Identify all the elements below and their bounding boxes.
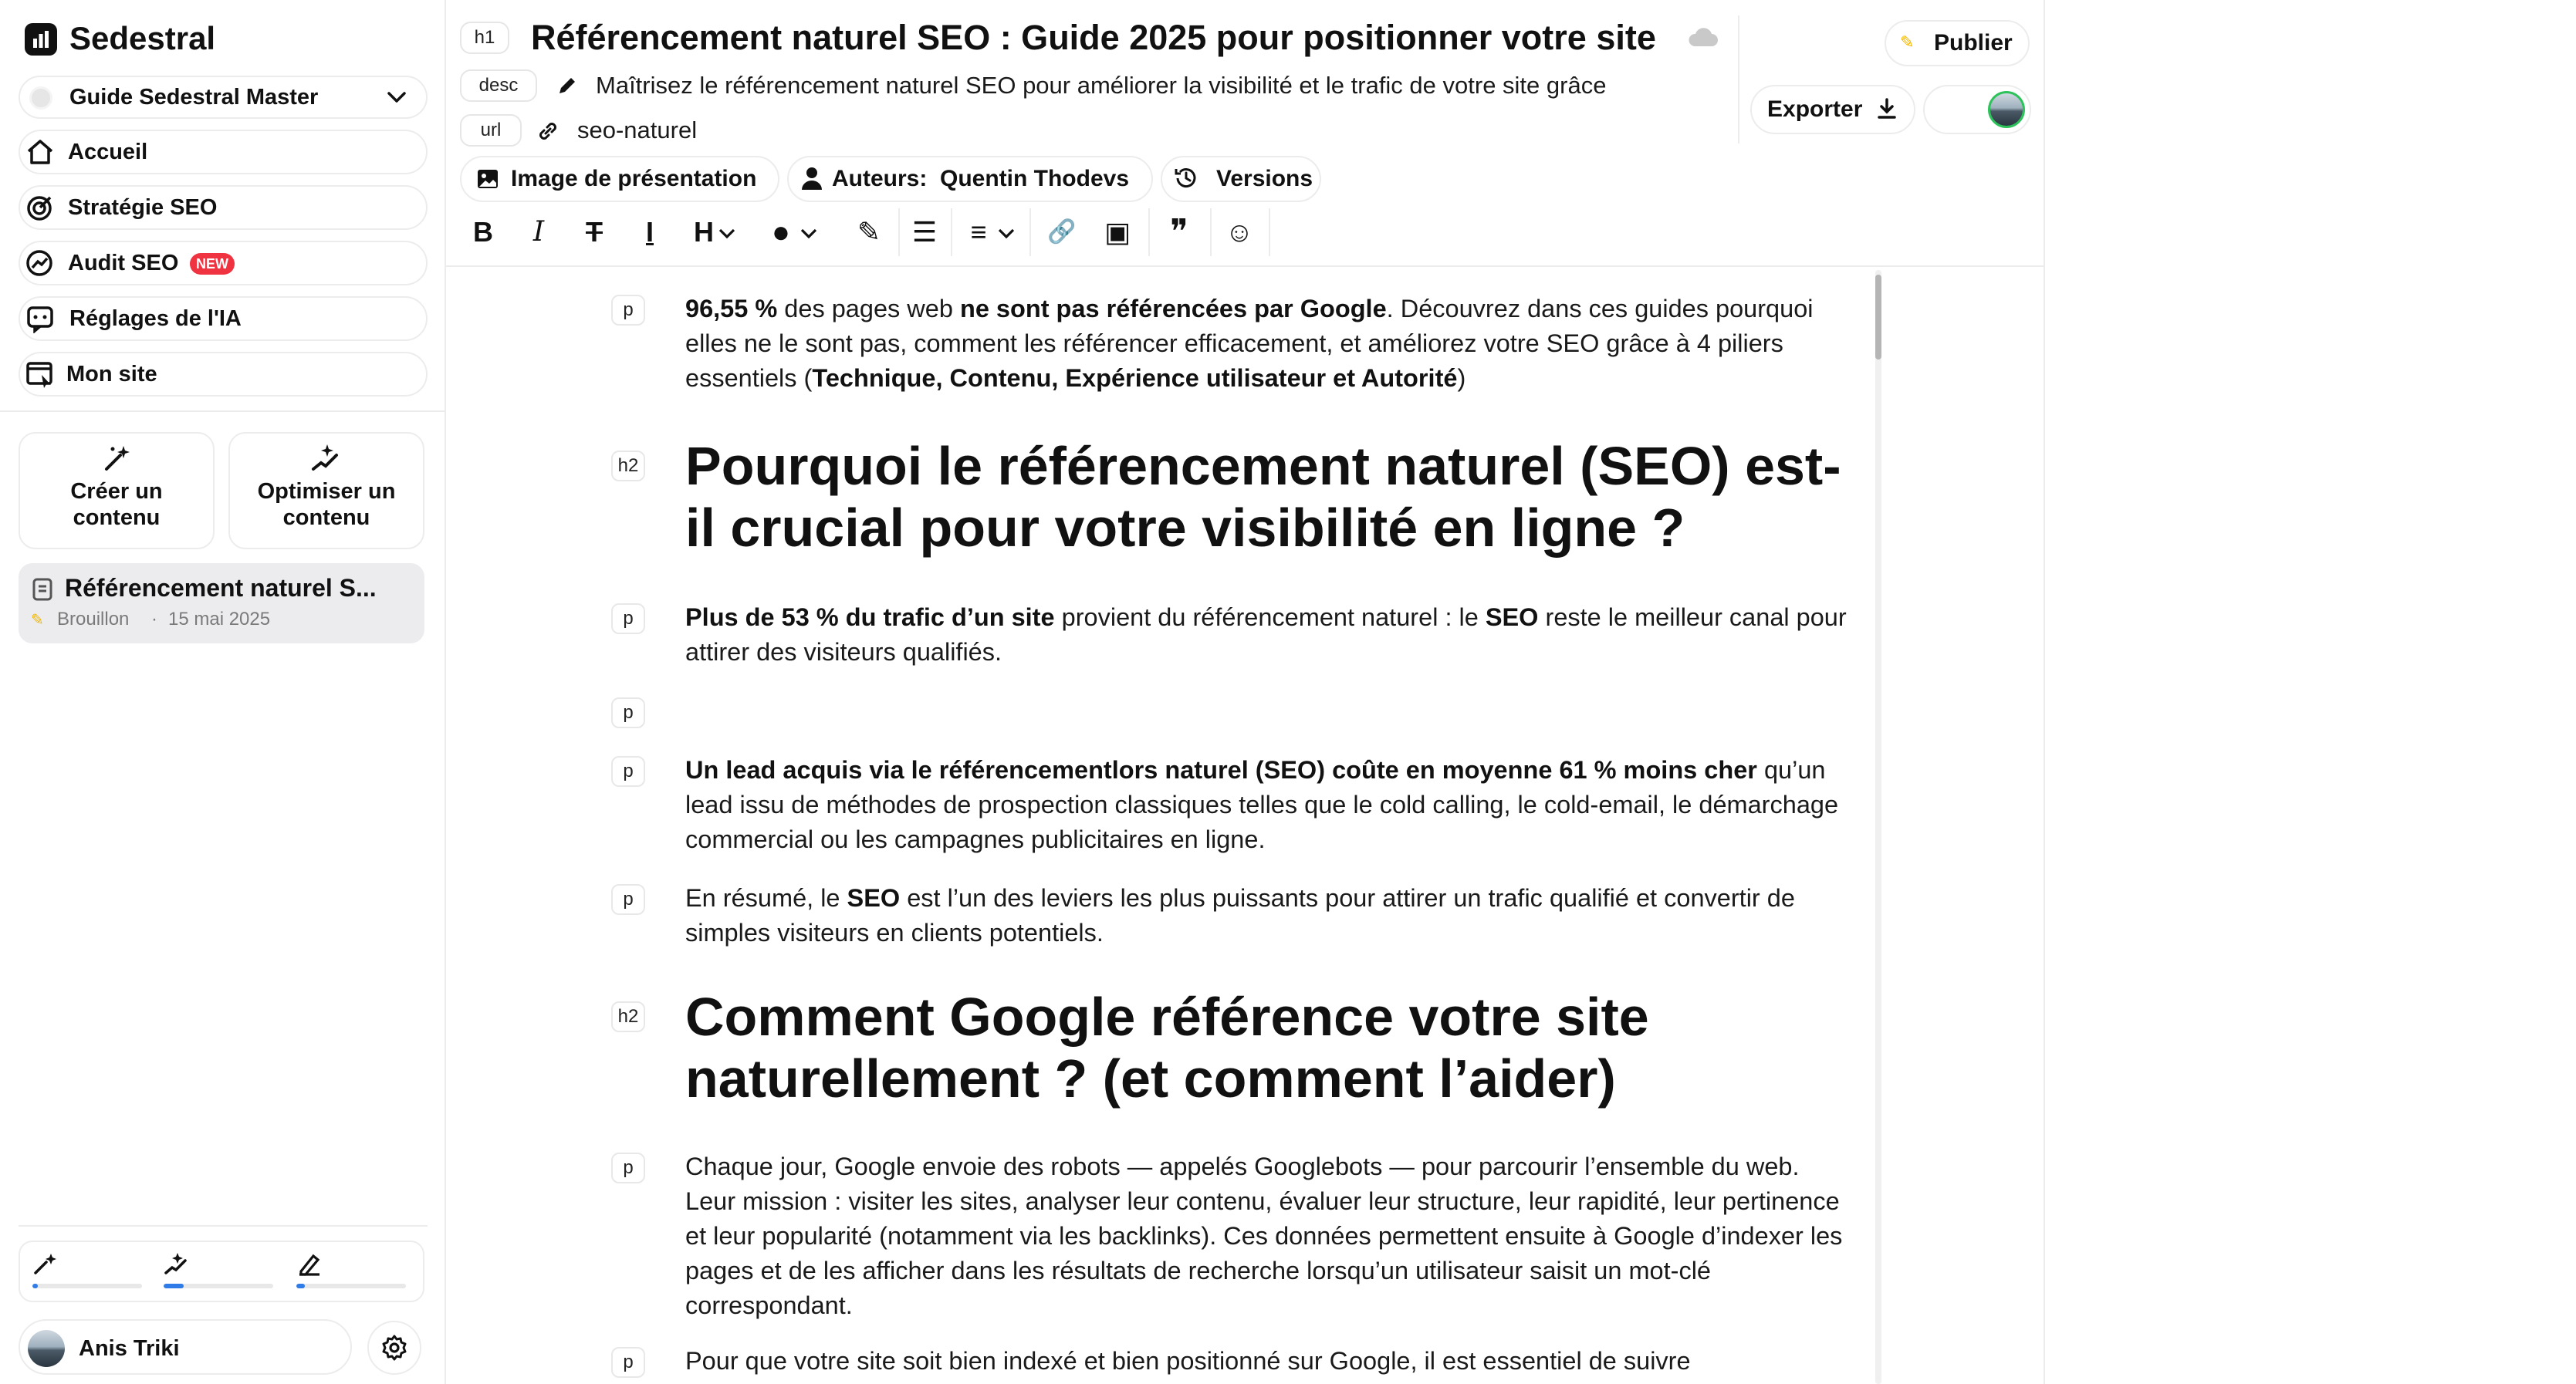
editor-scrollbar-thumb[interactable] (1875, 275, 1881, 360)
quota-bar-1 (32, 1284, 142, 1288)
user-name: Anis Triki (79, 1336, 180, 1361)
user-profile-button[interactable] (19, 1319, 352, 1375)
link-icon (536, 119, 560, 147)
heading-button[interactable]: H (694, 216, 714, 248)
page-title[interactable]: Référencement naturel SEO : Guide 2025 pour positionner votre site (531, 18, 1656, 57)
block-type-tag[interactable]: p (611, 295, 645, 326)
quote-button[interactable]: ❞ (1170, 213, 1188, 251)
block-type-tag[interactable]: p (611, 603, 645, 634)
sidebar-item-label: Stratégie SEO (68, 195, 218, 220)
paragraph-block[interactable]: Chaque jour, Google envoie des robots — appelés Googlebots — pour parcourir l’ensemble du web. Leur mission : visiter les sites, analyser leur contenu, évaluer leur structure, leur rapidité, leur pertinence et leur popularité (notamment via les backlinks). Ces données permettent ensuite à Google d’indexer les pages et de les afficher dans les résultats de recherche lorsqu’un utilisateur saisit un mot-clé correspondant. (685, 1153, 1843, 1319)
link-button[interactable]: 🔗 (1047, 219, 1077, 245)
paragraph-block[interactable]: 96,55 % des pages web ne sont pas référencées par Google. Découvrez dans ces guides pourquoi elles ne le sont pas, comment les référencer efficacement, et améliorez votre SEO grâce à 4 piliers essentiels (Technique, Contenu, Expérience utilisateur et Autorité) (685, 295, 1814, 392)
block-type-tag[interactable]: h2 (611, 1001, 645, 1032)
image-icon (475, 167, 500, 195)
draft-status-icon: ✎ (31, 612, 44, 629)
editor-scrollbar-track[interactable] (1875, 270, 1881, 1384)
h1-tag: h1 (460, 22, 509, 54)
versions-label: Versions (1216, 166, 1313, 191)
underline-button[interactable]: I (645, 216, 654, 248)
heading-block[interactable]: Comment Google référence votre site naturellement ? (et comment l’aider) (685, 987, 1649, 1109)
pen-icon (296, 1251, 323, 1280)
toolbar-divider (1269, 208, 1270, 256)
create-content-label: Créer un contenu (70, 479, 163, 530)
publish-icon: ✎ (1900, 32, 1915, 52)
desc-tag: desc (460, 69, 537, 102)
block-type-tag[interactable]: h2 (611, 451, 645, 481)
emoji-button[interactable]: ☺ (1225, 216, 1254, 248)
sidebar-item-label: Audit SEO (68, 251, 179, 275)
user-icon (800, 165, 824, 195)
color-button[interactable]: ● (771, 215, 791, 249)
block-type-tag[interactable]: p (611, 884, 645, 915)
history-icon (1173, 165, 1199, 195)
export-label: Exporter (1767, 96, 1863, 122)
authors-label: Auteurs: (832, 166, 928, 191)
paragraph-block[interactable]: En résumé, le SEO est l’un des leviers les plus puissants pour attirer un trafic qualifié et convertir de simples visiteurs en clients potentiels. (685, 884, 1795, 947)
bullet-list-button[interactable]: ☰ (911, 216, 938, 248)
document-title: Référencement naturel S... (65, 574, 377, 602)
chevron-down-icon[interactable] (996, 222, 1017, 248)
quota-bar-2 (164, 1284, 273, 1288)
url-tag: url (460, 114, 522, 147)
publish-label: Publier (1934, 30, 2013, 56)
toolbar-divider (951, 208, 952, 256)
sparkle-icon (164, 1251, 190, 1280)
paragraph-block[interactable]: Plus de 53 % du trafic d’un site provient du référencement naturel : le SEO reste le meilleur canal pour attirer des visiteurs qualifiés. (685, 603, 1847, 666)
paragraph-block[interactable]: Un lead acquis via le référencementlors naturel (SEO) coûte en moyenne 61 % moins cher qu’un lead issu de méthodes de prospection classiques telles que le cold calling, le cold-email, le démarchage commercial ou les campagnes publicitaires en ligne. (685, 756, 1839, 853)
block-type-tag[interactable]: p (611, 1153, 645, 1183)
chevron-down-icon[interactable] (798, 222, 820, 248)
quota-panel[interactable] (19, 1241, 424, 1302)
sidebar-item-label: Mon site (66, 362, 157, 387)
ai-settings-icon (25, 304, 56, 337)
editor-right-border (2044, 0, 2045, 1384)
collaborator-avatar (1988, 91, 2025, 128)
bold-button[interactable]: B (473, 216, 493, 248)
home-icon (25, 137, 56, 170)
sidebar-item-label: Réglages de l'IA (69, 306, 242, 331)
meta-description[interactable]: Maîtrisez le référencement naturel SEO pour améliorer la visibilité et le trafic de votre site grâce (596, 72, 1607, 99)
empty-paragraph-block[interactable] (685, 694, 1852, 729)
optimize-content-label: Optimiser un contenu (257, 479, 396, 530)
toolbar-divider (898, 208, 900, 256)
quota-bar-3 (296, 1284, 406, 1288)
cloud-icon (1687, 25, 1719, 53)
magic-wand-icon (102, 443, 133, 478)
workspace-icon (29, 86, 52, 110)
download-icon (1874, 96, 1900, 126)
new-badge: NEW (190, 253, 235, 275)
target-icon (25, 193, 56, 226)
document-date: 15 mai 2025 (168, 609, 271, 630)
sidebar-item-label: Accueil (68, 140, 148, 164)
avatar (28, 1330, 65, 1367)
heading-block[interactable]: Pourquoi le référencement naturel (SEO) est-il crucial pour votre visibilité en ligne ? (685, 436, 1841, 558)
status-separator: · (151, 609, 157, 630)
sparkle-icon (310, 443, 341, 478)
gear-icon (380, 1333, 409, 1366)
toolbar-divider (1210, 208, 1212, 256)
strikethrough-button[interactable]: T (586, 216, 603, 248)
authors-value: Quentin Thodevs (940, 166, 1130, 191)
sidebar-divider (0, 410, 446, 412)
italic-button[interactable]: I (532, 216, 545, 248)
highlight-button[interactable]: ✎ (857, 216, 881, 248)
presentation-image-label: Image de présentation (511, 166, 757, 191)
toolbar-divider (1148, 208, 1150, 256)
chevron-down-icon[interactable] (716, 222, 738, 248)
magic-wand-icon (32, 1251, 59, 1280)
media-button[interactable]: ▣ (1104, 216, 1131, 248)
align-button[interactable]: ≡ (970, 216, 987, 248)
block-type-tag[interactable]: p (611, 756, 645, 787)
trend-icon (25, 248, 56, 282)
document-icon (31, 577, 54, 606)
app-logo-icon (25, 23, 57, 56)
sidebar-divider-bottom (19, 1225, 428, 1227)
document-status: Brouillon (57, 609, 130, 630)
chevron-down-icon[interactable] (384, 85, 409, 113)
toolbar-divider (1029, 208, 1031, 256)
url-slug[interactable]: seo-naturel (577, 116, 698, 143)
paragraph-block[interactable]: Pour que votre site soit bien indexé et bien positionné sur Google, il est essentiel de suivre (685, 1347, 1691, 1375)
block-type-tag[interactable]: p (611, 697, 645, 728)
toolbar-bottom-border (446, 265, 2044, 267)
block-type-tag[interactable]: p (611, 1347, 645, 1378)
site-icon (25, 360, 56, 393)
header-right-divider (1738, 15, 1739, 143)
pencil-icon (556, 74, 579, 101)
workspace-name: Guide Sedestral Master (69, 85, 319, 110)
app-name: Sedestral (69, 20, 216, 56)
